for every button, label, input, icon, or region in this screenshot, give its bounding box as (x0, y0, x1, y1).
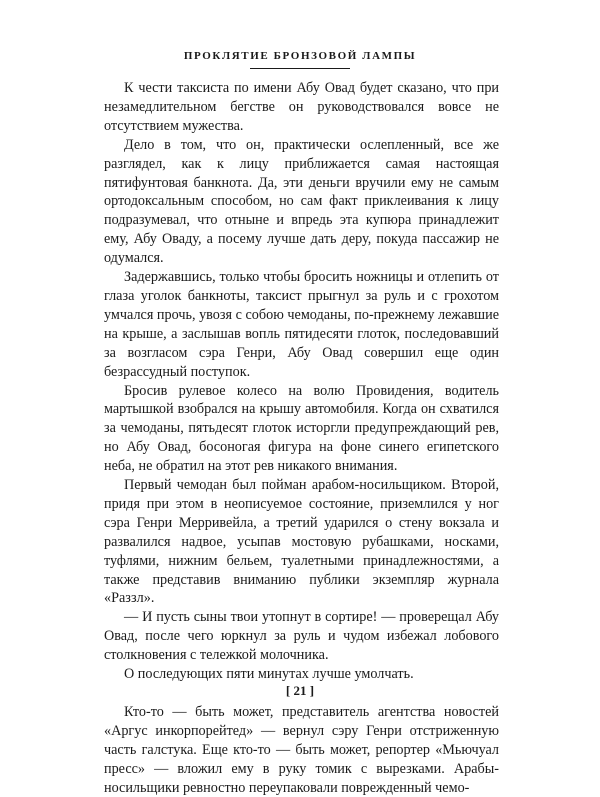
paragraph: Задержавшись, только чтобы бросить ножницы и отлепить от глаза уголок банкноты, таксист прыгнул за руль и с грохотом умчался прочь, увозя с собою чемоданы, по-прежнему лежавшие на крыше, а заслышав вопль пятидесяти глоток, последовавший за возгласом сэра Генри, Абу Овад совершил еще один безрассудный поступок. (104, 269, 499, 380)
paragraph: Кто-то — быть может, представитель агентства новостей «Аргус инкорпорейтед» — вернул сэру Генри отстриженную часть галстука. Еще кто-то — быть может, репортер «Мьючуал пресс» — вложил ему в руку томик с вырезками. Арабы-носильщики ревностно переупаковали поврежденный чемо- (104, 703, 499, 796)
running-head-rule (250, 68, 350, 69)
paragraph: Дело в том, что он, практически ослепленный, все же разглядел, как к лицу приближается самая настоящая пятифунтовая банкнота. Да, эти деньги вручили ему не самым ортодоксальным способом, но сам факт приклеивания к лицу подразумевал, что отныне и впредь эта купюра принадлежит ему, Абу Оваду, а посему лучше дать деру, покуда пассажир не одумался. (104, 136, 499, 267)
paragraph: К чести таксиста по имени Абу Овад будет сказано, что при незамедлительном бегстве он руководствовался вовсе не отсутствием мужества. (104, 80, 499, 134)
paragraph: Бросив рулевое колесо на волю Провидения, водитель мартышкой взобрался на крышу автомобиля. Когда он схватился за чемоданы, пятьдесят глоток исторгли предупреждающий рев, но Абу Овад, босоногая фигура на фоне синего египетского неба, не обратил на этот рев никакого внимания. (104, 382, 499, 475)
paragraph: Первый чемодан был пойман арабом-носильщиком. Второй, придя при этом в неописуемое состояние, приземлился у ног сэра Генри Мерривейла, а третий ударился о стену вокзала и развалился надвое, усыпав мостовую рубашками, носками, туфлями, нижним бельем, туалетными принадлежностями, а также представив вниманию публики экземпляр журнала «Раззл». (104, 477, 499, 607)
page-number: [ 21 ] (285, 683, 315, 698)
running-head: ПРОКЛЯТИЕ БРОНЗОВОЙ ЛАМПЫ (183, 50, 417, 62)
paragraph: — И пусть сыны твои утопнут в сортире! — проверещал Абу Овад, после чего юркнул за руль и чудом избежал лобового столкновения с тележкой молочника. (104, 609, 499, 664)
paragraph: О последующих пяти минутах лучше умолчать. (124, 666, 414, 683)
